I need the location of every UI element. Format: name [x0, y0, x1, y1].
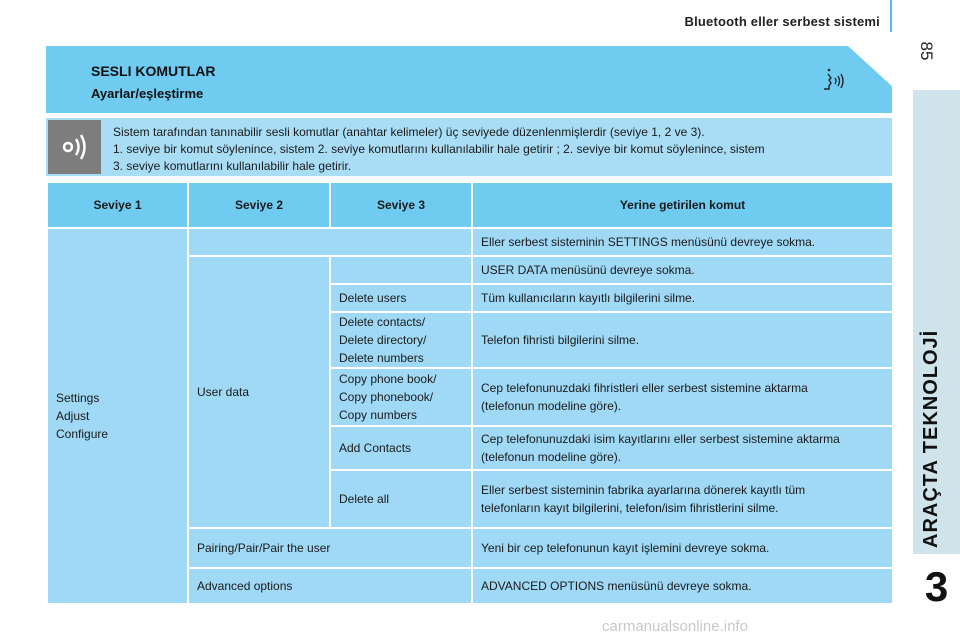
- chapter-number: 3: [924, 563, 949, 610]
- running-header: Bluetooth eller serbest sistemi: [684, 14, 880, 29]
- level3-keyword: Delete contacts/: [339, 315, 426, 329]
- command-cell: [472, 470, 893, 528]
- level1-keyword: Adjust: [56, 409, 90, 423]
- command-cell: ADVANCED OPTIONS menüsünü devreye sokma.: [472, 568, 893, 604]
- level1-keyword: Configure: [56, 427, 109, 441]
- command-line: (telefonun modeline göre).: [481, 450, 622, 464]
- level1-cell: [47, 228, 188, 604]
- info-text: [113, 124, 883, 175]
- section-subtitle: Ayarlar/eşleştirme: [91, 86, 204, 101]
- voice-command-icon: [818, 66, 848, 96]
- command-cell: Yeni bir cep telefonunun kayıt işlemini devreye sokma.: [472, 528, 893, 568]
- column-header: Yerine getirilen komut: [472, 182, 893, 228]
- info-line: 1. seviye bir komut söylenince, sistem 2. seviye komutlarını kullanılabilir hale getirir ; 2. seviye bir komut söylenince, sistem: [113, 142, 765, 156]
- section-title: SESLI KOMUTLAR: [91, 63, 216, 79]
- level3-keyword: Copy phone book/: [339, 372, 437, 386]
- voice-command-table: [46, 181, 894, 605]
- page-number: 85: [917, 41, 936, 61]
- command-line: Eller serbest sisteminin fabrika ayarlarına dönerek kayıtlı tüm: [481, 483, 806, 497]
- level3-cell: [330, 312, 472, 368]
- info-line: 3. seviye komutlarını kullanılabilir hale getirir.: [113, 159, 352, 173]
- column-header: Seviye 2: [188, 182, 330, 228]
- command-cell: USER DATA menüsünü devreye sokma.: [472, 256, 893, 284]
- level3-cell: [330, 368, 472, 426]
- speaker-sound-icon: [48, 120, 101, 174]
- command-cell: [472, 368, 893, 426]
- command-line: telefonların kayıt bilgilerini, telefon/isim fihristlerini silme.: [481, 501, 779, 515]
- command-cell: Eller serbest sisteminin SETTINGS menüsünü devreye sokma.: [472, 228, 893, 256]
- level2-cell: User data: [188, 256, 330, 528]
- command-line: (telefonun modeline göre).: [481, 399, 622, 413]
- level2-cell: Pairing/Pair/Pair the user: [188, 528, 472, 568]
- command-cell: [472, 426, 893, 470]
- column-header: Seviye 1: [47, 182, 188, 228]
- command-cell: Tüm kullanıcıların kayıtlı bilgilerini silme.: [472, 284, 893, 312]
- info-line: Sistem tarafından tanınabilir sesli komutlar (anahtar kelimeler) üç seviyede düzenlenmişlerdir (seviye 1, 2 ve 3).: [113, 125, 705, 139]
- command-cell: Telefon fihristi bilgilerini silme.: [472, 312, 893, 368]
- level3-cell: Delete users: [330, 284, 472, 312]
- command-line: Cep telefonunuzdaki isim kayıtlarını eller serbest sistemine aktarma: [481, 432, 840, 446]
- table-header-row: [47, 182, 893, 228]
- column-header: Seviye 3: [330, 182, 472, 228]
- level1-keyword: Settings: [56, 391, 100, 405]
- level3-keyword: Delete directory/: [339, 333, 427, 347]
- level3-keyword: Delete numbers: [339, 351, 424, 365]
- watermark: carmanualsonline.info: [602, 618, 748, 635]
- level3-cell: Add Contacts: [330, 426, 472, 470]
- empty-cell: [188, 228, 472, 256]
- empty-cell: [330, 256, 472, 284]
- header-rule: [890, 0, 892, 32]
- level2-cell: Advanced options: [188, 568, 472, 604]
- command-line: Cep telefonunuzdaki fihristleri eller serbest sistemine aktarma: [481, 381, 808, 395]
- table-row: [47, 228, 893, 256]
- info-icon-box: [48, 120, 101, 174]
- level3-keyword: Copy numbers: [339, 408, 418, 422]
- chapter-tab-label: ARAÇTA TEKNOLOJİ: [920, 329, 942, 548]
- section-banner: [46, 46, 892, 113]
- level3-keyword: Copy phonebook/: [339, 390, 434, 404]
- level3-cell: Delete all: [330, 470, 472, 528]
